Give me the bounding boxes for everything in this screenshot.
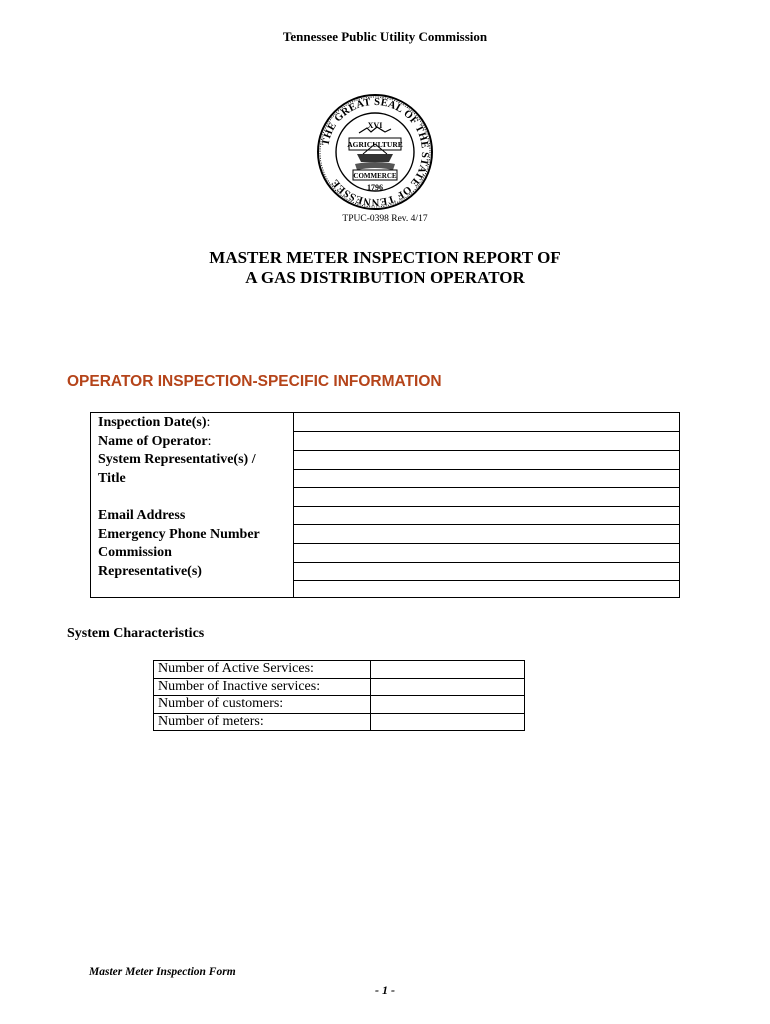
- row-divider: [294, 450, 679, 451]
- state-seal-icon: [315, 92, 435, 212]
- seal-commerce-text: COMMERCE: [353, 172, 397, 180]
- system-rep-title-label: Title: [98, 470, 126, 486]
- form-number: TPUC-0398 Rev. 4/17: [342, 214, 428, 224]
- table-row: [154, 678, 525, 696]
- operator-section-heading: OPERATOR INSPECTION-SPECIFIC INFORMATION: [67, 373, 442, 390]
- email-label: Email Address: [98, 508, 186, 523]
- row-divider: [294, 431, 679, 432]
- emergency-phone-label: Emergency Phone Number: [98, 526, 260, 542]
- table-row: [154, 661, 525, 679]
- inactive-services-field[interactable]: [371, 678, 525, 696]
- system-characteristics-heading: System Characteristics: [67, 626, 205, 641]
- row-divider: [294, 543, 679, 544]
- inspection-dates-label: Inspection Date(s):: [98, 415, 211, 430]
- row-divider: [294, 469, 679, 470]
- seal-ring-text: THE GREAT SEAL OF THE STATE OF TENNESSEE: [320, 96, 431, 208]
- customers-label: Number of customers:: [154, 696, 371, 714]
- row-divider: [294, 580, 679, 581]
- row-divider: [294, 524, 679, 525]
- row-divider: [294, 506, 679, 507]
- seal-roman-numeral: XVI: [367, 121, 383, 130]
- operator-info-table: [90, 412, 680, 598]
- agency-header: Tennessee Public Utility Commission: [282, 29, 488, 44]
- meters-label: Number of meters:: [154, 713, 371, 731]
- system-rep-label: System Representative(s) /: [98, 452, 256, 467]
- customers-field[interactable]: [371, 696, 525, 714]
- seal-agriculture-text: AGRICULTURE: [347, 140, 403, 149]
- operator-name-label: Name of Operator:: [98, 433, 212, 449]
- title-line-1: MASTER METER INSPECTION REPORT OF: [209, 248, 561, 267]
- meters-field[interactable]: [371, 713, 525, 731]
- seal-year: 1796: [367, 183, 383, 192]
- system-characteristics-table: [153, 660, 525, 731]
- footer-form-name: Master Meter Inspection Form: [89, 966, 236, 978]
- table-row: [154, 713, 525, 731]
- document-title: [0, 248, 770, 288]
- page-number: - 1 -: [375, 983, 395, 997]
- active-services-label: Number of Active Services:: [154, 661, 371, 679]
- title-line-2: A GAS DISTRIBUTION OPERATOR: [245, 268, 525, 287]
- commission-rep-label-2: Representative(s): [98, 563, 202, 579]
- active-services-field[interactable]: [371, 661, 525, 679]
- table-row: [154, 696, 525, 714]
- commission-rep-label: Commission: [98, 545, 172, 560]
- row-divider: [294, 487, 679, 488]
- row-divider: [294, 562, 679, 563]
- inactive-services-label: Number of Inactive services:: [154, 678, 371, 696]
- operator-label-column: [91, 413, 294, 597]
